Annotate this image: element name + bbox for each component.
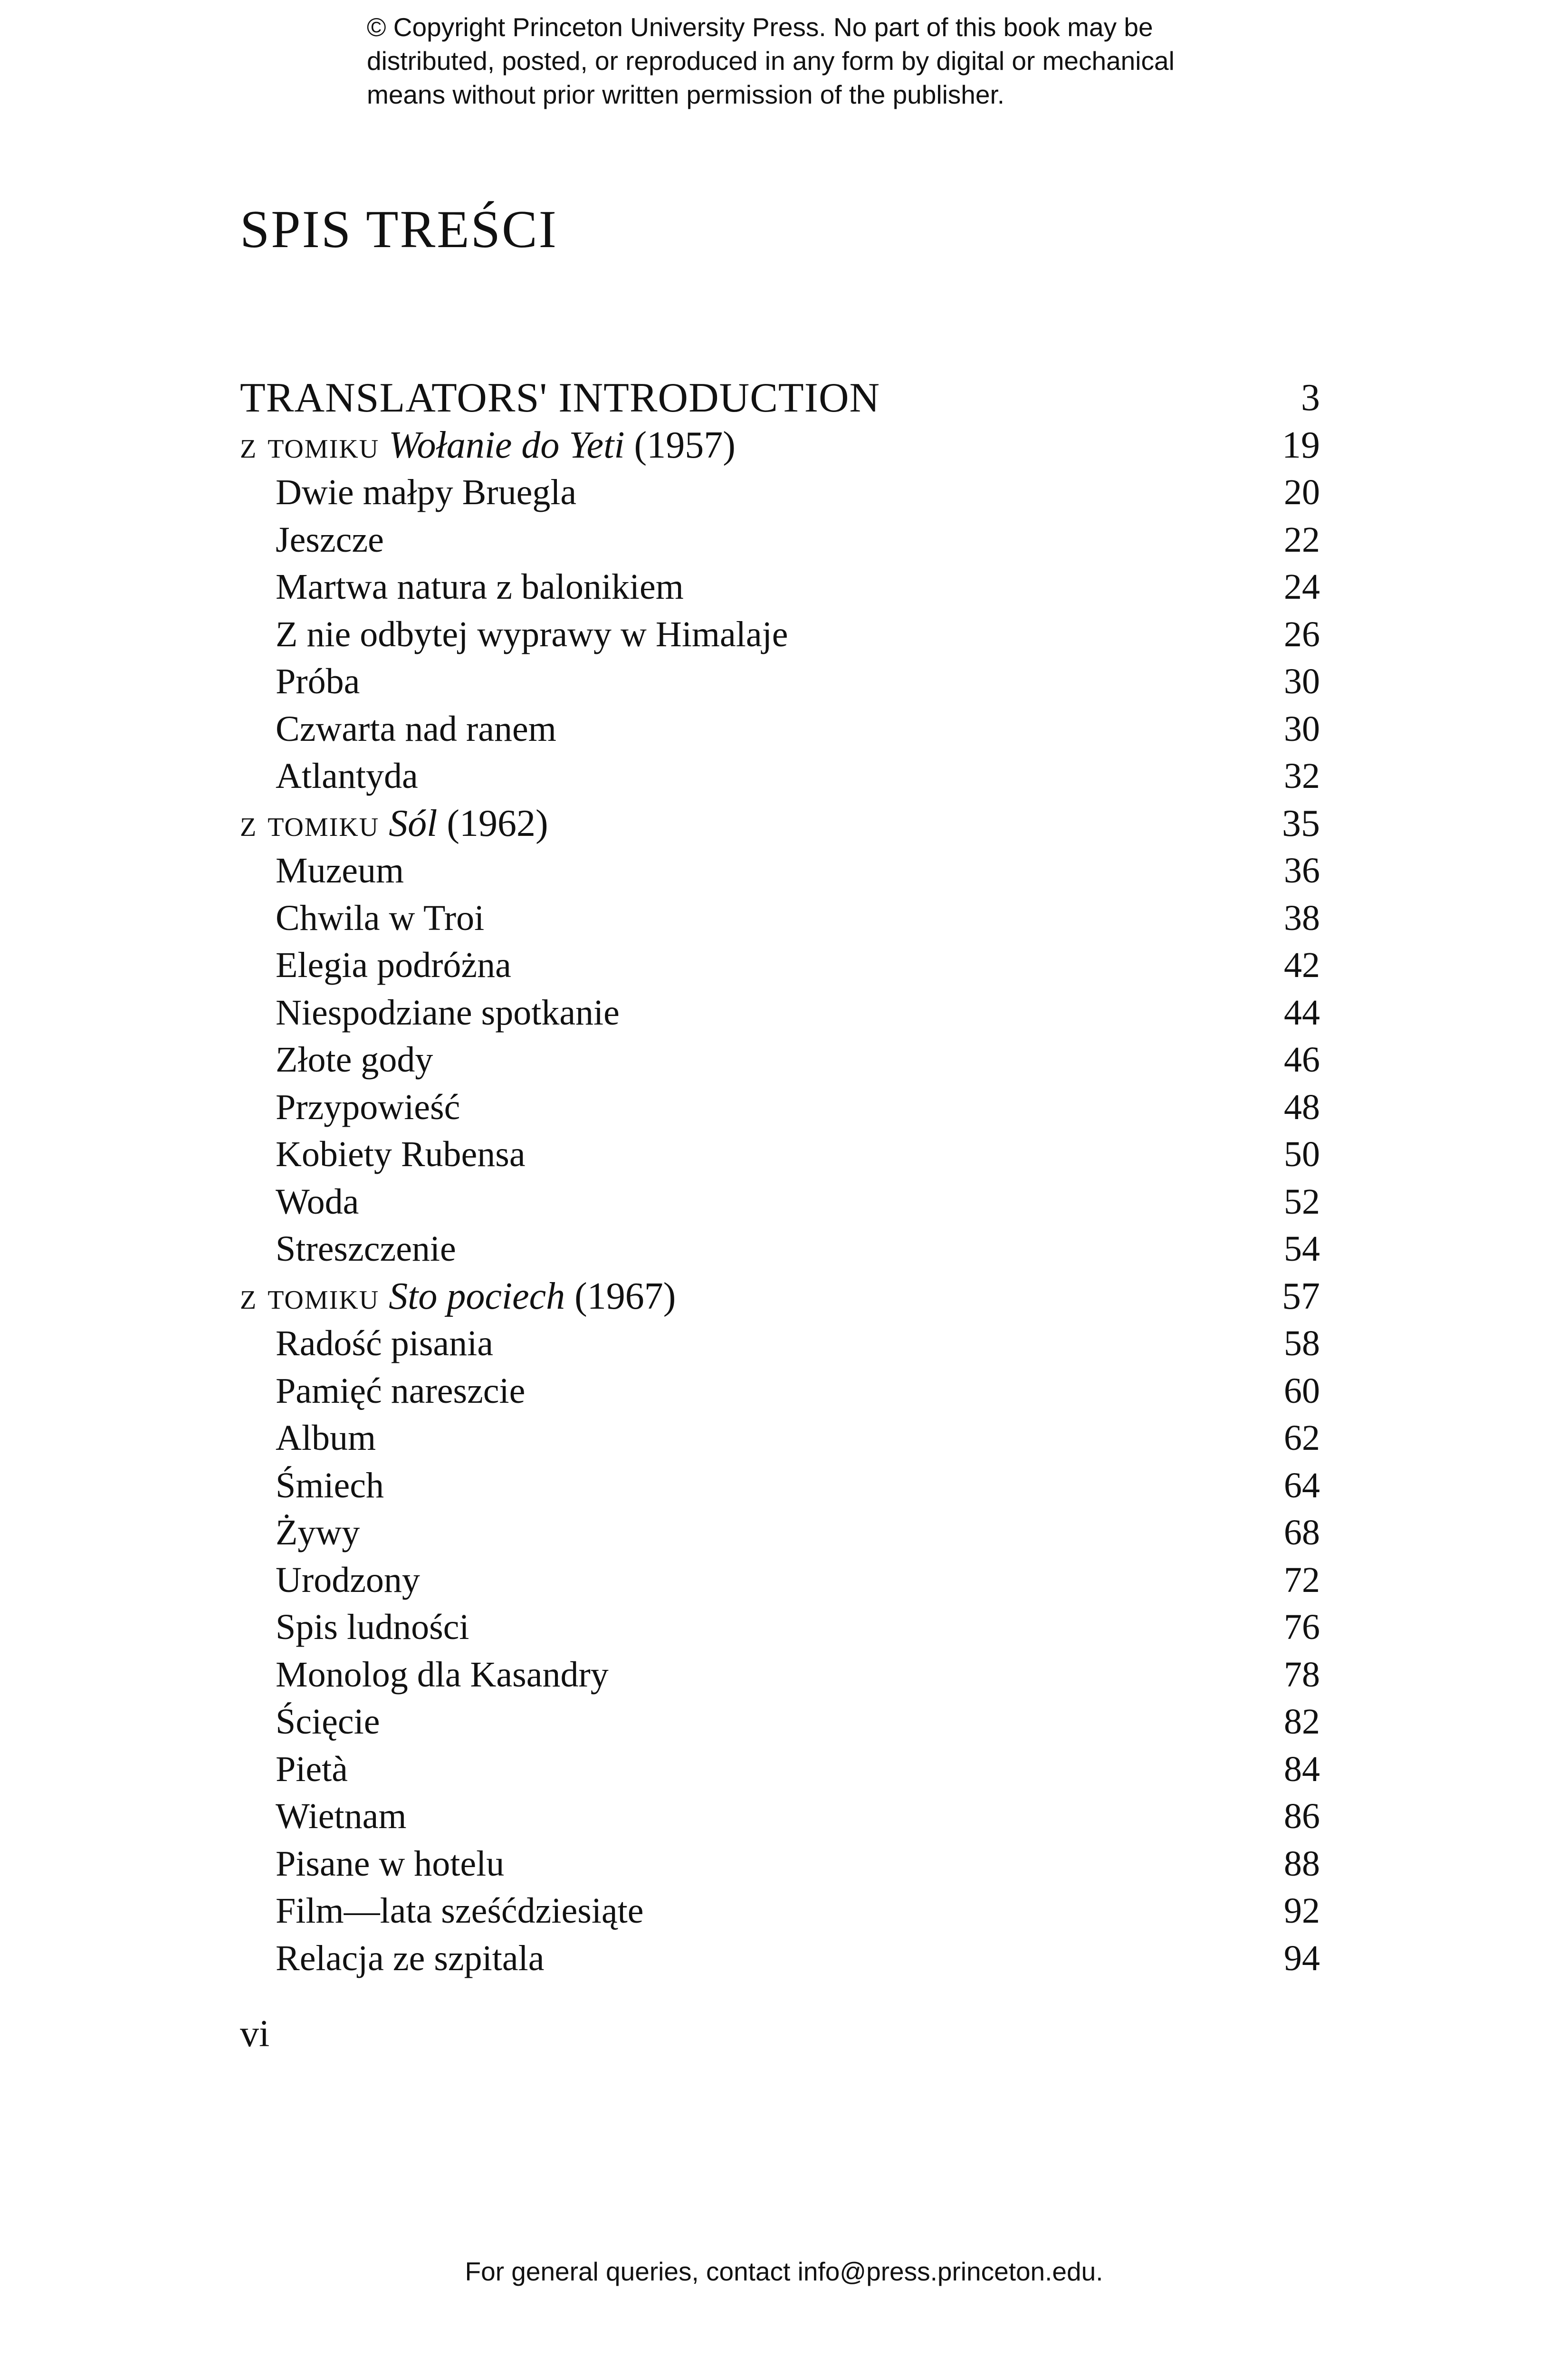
toc-entry[interactable] xyxy=(240,469,1320,517)
toc-page-number: 42 xyxy=(1284,945,1320,985)
toc-entry-title: Dwie małpy Bruegla xyxy=(276,472,577,512)
toc-entry-title: Żywy xyxy=(276,1513,360,1552)
toc-page-number: 38 xyxy=(1284,898,1320,938)
toc-entry-title: Złote gody xyxy=(276,1040,433,1080)
toc-section-label xyxy=(240,422,736,469)
section-prefix: z tomiku xyxy=(240,424,380,466)
toc-entry[interactable] xyxy=(240,1226,1320,1273)
toc-entry[interactable] xyxy=(240,611,1320,659)
toc-entry-title: Atlantyda xyxy=(276,756,418,796)
toc-entry[interactable] xyxy=(240,989,1320,1037)
toc-entry[interactable] xyxy=(240,1557,1320,1604)
toc-entry[interactable] xyxy=(240,1698,1320,1746)
toc-page-number: 72 xyxy=(1284,1560,1320,1600)
toc-page-number: 88 xyxy=(1284,1843,1320,1884)
toc-entry-title: Jeszcze xyxy=(276,519,384,560)
toc-entry[interactable] xyxy=(240,564,1320,611)
toc-entry-title: Film—lata sześćdziesiąte xyxy=(276,1891,644,1931)
toc-page-number: 58 xyxy=(1284,1323,1320,1363)
section-year: (1957) xyxy=(634,424,736,466)
toc-entry-title: Pamięć nareszcie xyxy=(276,1370,526,1411)
toc-page-number: 24 xyxy=(1284,567,1320,607)
toc-page-number: 19 xyxy=(1282,424,1320,466)
toc-entry[interactable] xyxy=(240,1746,1320,1793)
toc-section-label xyxy=(240,800,548,848)
toc-entry[interactable] xyxy=(240,658,1320,706)
toc-entry-title: Pisane w hotelu xyxy=(276,1843,505,1884)
toc-page-number: 54 xyxy=(1284,1229,1320,1269)
toc-entry[interactable] xyxy=(240,1084,1320,1131)
table-of-contents xyxy=(240,374,1320,1982)
toc-page-number: 3 xyxy=(1301,377,1320,419)
section-year: (1967) xyxy=(574,1275,676,1317)
toc-page-number: 30 xyxy=(1284,661,1320,701)
toc-page-number: 36 xyxy=(1284,851,1320,891)
toc-entry[interactable] xyxy=(240,942,1320,989)
toc-page-number: 48 xyxy=(1284,1087,1320,1127)
toc-page-number: 22 xyxy=(1284,519,1320,560)
toc-page-number: 30 xyxy=(1284,709,1320,749)
toc-page-number: 76 xyxy=(1284,1607,1320,1647)
copyright-line: © Copyright Princeton University Press. No part of this book may be xyxy=(367,12,1153,42)
toc-page-number: 94 xyxy=(1284,1938,1320,1978)
toc-section-heading[interactable] xyxy=(240,422,1320,469)
toc-entry[interactable] xyxy=(240,1462,1320,1510)
toc-page-number: 35 xyxy=(1282,802,1320,844)
toc-section-heading[interactable] xyxy=(240,1273,1320,1321)
toc-entry-title: Niespodziane spotkanie xyxy=(276,992,620,1033)
toc-entry-title: Relacja ze szpitala xyxy=(276,1938,545,1978)
toc-entry[interactable] xyxy=(240,753,1320,800)
toc-page-number: 84 xyxy=(1284,1749,1320,1789)
copyright-line: means without prior written permission of the publisher. xyxy=(367,80,1005,109)
toc-entry[interactable] xyxy=(240,1887,1320,1935)
toc-entry-title: Urodzony xyxy=(276,1560,420,1600)
toc-page-number: 78 xyxy=(1284,1654,1320,1695)
toc-entry-title: Czwarta nad ranem xyxy=(276,709,556,749)
toc-entry[interactable] xyxy=(240,847,1320,895)
toc-entry[interactable] xyxy=(240,895,1320,942)
toc-entry-title: Przypowieść xyxy=(276,1087,460,1127)
toc-entry[interactable] xyxy=(240,1415,1320,1462)
toc-page-number: 20 xyxy=(1284,472,1320,512)
toc-entry-title: Pietà xyxy=(276,1749,348,1789)
section-prefix: z tomiku xyxy=(240,802,380,844)
toc-page-number: 32 xyxy=(1284,756,1320,796)
section-book-title: Sto pociech xyxy=(389,1275,565,1317)
toc-page-number: 86 xyxy=(1284,1796,1320,1836)
page-folio: vi xyxy=(240,2013,270,2055)
toc-entry-title: Próba xyxy=(276,661,360,701)
toc-entry-title: Chwila w Troi xyxy=(276,898,485,938)
toc-entry[interactable] xyxy=(240,1178,1320,1226)
toc-page-number: 62 xyxy=(1284,1418,1320,1458)
toc-page-number: 82 xyxy=(1284,1702,1320,1742)
toc-entry-title: Elegia podróżna xyxy=(276,945,511,985)
toc-page-number: 68 xyxy=(1284,1513,1320,1552)
toc-page-number: 57 xyxy=(1282,1275,1320,1317)
toc-entry-title: Monolog dla Kasandry xyxy=(276,1654,609,1695)
toc-section-heading[interactable] xyxy=(240,800,1320,848)
toc-entry-title: Wietnam xyxy=(276,1796,407,1836)
section-book-title: Wołanie do Yeti xyxy=(389,424,625,466)
toc-entry-title: Z nie odbytej wyprawy w Himalaje xyxy=(276,614,788,654)
toc-entry-title: Spis ludności xyxy=(276,1607,469,1647)
toc-page-number: 26 xyxy=(1284,614,1320,654)
toc-entry[interactable] xyxy=(240,1368,1320,1415)
toc-section-label xyxy=(240,1273,676,1321)
toc-entry[interactable] xyxy=(240,706,1320,753)
toc-entry-title: Streszczenie xyxy=(276,1229,456,1269)
toc-entry[interactable] xyxy=(240,1320,1320,1368)
toc-entry-title: Radość pisania xyxy=(276,1323,494,1363)
copyright-line: distributed, posted, or reproduced in any form by digital or mechanical xyxy=(367,46,1175,76)
toc-entry[interactable] xyxy=(240,1131,1320,1178)
footer-contact: For general queries, contact info@press.princeton.edu. xyxy=(465,2257,1103,2286)
toc-entry[interactable] xyxy=(240,1604,1320,1651)
toc-entry-title: Ścięcie xyxy=(276,1702,380,1742)
toc-entry-title: Album xyxy=(276,1418,376,1458)
toc-entry-title: Śmiech xyxy=(276,1465,384,1505)
toc-entry[interactable] xyxy=(240,1651,1320,1699)
toc-page-number: 44 xyxy=(1284,992,1320,1033)
toc-entry-title: Martwa natura z balonikiem xyxy=(276,567,684,607)
toc-page-number: 64 xyxy=(1284,1465,1320,1505)
toc-entry[interactable] xyxy=(240,1036,1320,1084)
section-prefix: z tomiku xyxy=(240,1275,380,1317)
toc-entry-introduction[interactable] xyxy=(240,374,1320,422)
toc-entry[interactable] xyxy=(240,1509,1320,1557)
toc-page-number: 92 xyxy=(1284,1891,1320,1931)
toc-entry-title: Kobiety Rubensa xyxy=(276,1134,526,1174)
toc-page-number: 46 xyxy=(1284,1040,1320,1080)
toc-page-number: 52 xyxy=(1284,1181,1320,1222)
toc-page-number: 50 xyxy=(1284,1134,1320,1174)
toc-entry[interactable] xyxy=(240,1935,1320,1983)
toc-entry[interactable] xyxy=(240,1793,1320,1840)
section-year: (1962) xyxy=(447,802,548,844)
copyright-notice xyxy=(367,10,1412,112)
toc-entry-title: Muzeum xyxy=(276,851,404,891)
toc-entry-label: TRANSLATORS' INTRODUCTION xyxy=(240,375,880,421)
toc-page-number: 60 xyxy=(1284,1370,1320,1411)
toc-entry-title: Woda xyxy=(276,1181,359,1222)
toc-entry[interactable] xyxy=(240,1840,1320,1888)
toc-entry[interactable] xyxy=(240,517,1320,564)
section-book-title: Sól xyxy=(389,802,438,844)
page-title: SPIS TREŚCI xyxy=(240,200,558,259)
